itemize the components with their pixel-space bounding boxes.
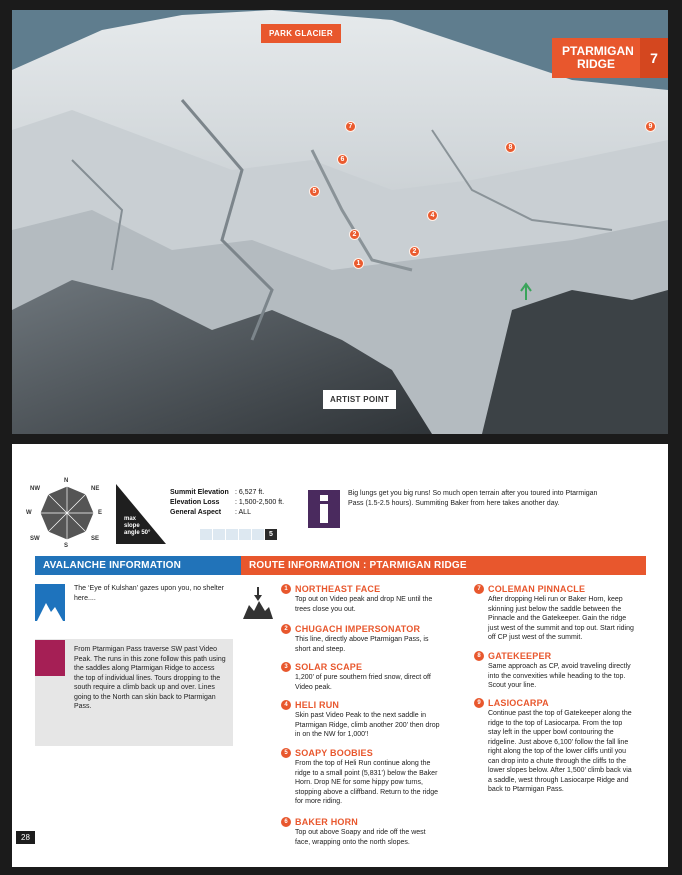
route-title: BAKER HORN bbox=[295, 817, 359, 827]
route-marker[interactable]: 7 bbox=[345, 121, 356, 132]
route-number: 8 bbox=[474, 651, 484, 661]
route-body: Skin past Video Peak to the next saddle in Ptarmigan Ridge, climb another 200’ then drop in on the NW for 1,000’! bbox=[295, 712, 440, 738]
compass-nw: NW bbox=[30, 486, 40, 492]
route-number: 1 bbox=[281, 584, 291, 594]
route-body: Continue past the top of Gatekeeper along the ridge to the top of Lasiocarpa. From the top stay left in the upper bowl contouring the ridgeline. Just above 6,100’ follow the fall line right along the top of the lower cliffs until you can drop into a chute through the cliffs to the lower slopes below. After 1,500’ climb back via a saddle, west through Lasiocarpe Ridge and back to Ptarmigan Pass. bbox=[488, 710, 632, 793]
compass-ne: NE bbox=[91, 486, 100, 492]
compass-n: N bbox=[64, 478, 69, 484]
route-marker[interactable]: 2 bbox=[409, 246, 420, 257]
route-number: 2 bbox=[281, 624, 291, 634]
aspect-compass bbox=[26, 478, 103, 549]
route-body: From the top of Heli Run continue along the ridge to a small point (5,831’) below the Baker Horn. Drop NE for some hippy pow turns, stopping above a cliffband. Return to the ridge for more riding. bbox=[295, 760, 439, 805]
description-swatch bbox=[35, 640, 65, 676]
route-item bbox=[474, 698, 634, 795]
zone-name: PTARMIGAN RIDGE bbox=[552, 38, 640, 78]
route-title: HELI RUN bbox=[295, 700, 340, 710]
stat-label: Elevation Loss bbox=[170, 499, 220, 506]
route-body: Top out above Soapy and ride off the west face, wrapping onto the north slopes. bbox=[295, 829, 426, 846]
route-body: After dropping Heli run or Baker Horn, keep skinning just below the saddle between the Pinnacle and the Gatekeeper. Gain the ridge just west of the summit and top out. Start riding off CP just west of the summit. bbox=[488, 596, 634, 641]
rating-cell bbox=[200, 529, 212, 540]
route-item bbox=[281, 700, 441, 740]
rating-cell bbox=[213, 529, 225, 540]
zone-stats bbox=[170, 488, 284, 518]
slope-angle-text: max slope angle 50° bbox=[124, 516, 151, 536]
route-number: 6 bbox=[281, 817, 291, 827]
avalanche-icon bbox=[35, 584, 65, 621]
route-marker[interactable]: 5 bbox=[309, 186, 320, 197]
stat-label: Summit Elevation bbox=[170, 489, 229, 496]
route-marker[interactable]: 1 bbox=[353, 258, 364, 269]
route-number: 9 bbox=[474, 698, 484, 708]
mountain-photo bbox=[12, 10, 668, 434]
zone-number: 7 bbox=[640, 38, 668, 78]
route-title: GATEKEEPER bbox=[488, 651, 552, 661]
compass-sw: SW bbox=[30, 536, 40, 542]
route-item bbox=[281, 662, 441, 692]
route-title: COLEMAN PINNACLE bbox=[488, 584, 586, 594]
route-marker[interactable]: 8 bbox=[505, 142, 516, 153]
route-title: SOLAR SCAPE bbox=[295, 662, 363, 672]
stat-value: : 1,500-2,500 ft. bbox=[235, 499, 285, 506]
route-item bbox=[474, 651, 634, 691]
stat-value: : ALL bbox=[235, 509, 251, 516]
route-title: CHUGACH IMPERSONATOR bbox=[295, 624, 421, 634]
compass-w: W bbox=[26, 510, 32, 516]
difficulty-rating bbox=[200, 529, 277, 540]
rating-cell bbox=[226, 529, 238, 540]
route-item bbox=[281, 624, 441, 654]
route-marker[interactable]: 9 bbox=[645, 121, 656, 132]
rating-cell bbox=[239, 529, 251, 540]
route-body: Top out on Video peak and drop NE until the trees close you out. bbox=[295, 596, 433, 613]
route-description: From Ptarmigan Pass traverse SW past Video Peak. The runs in this zone follow this path using the saddles along Ptarmigan Ridge to access the top of individual lines. Tours dropping to the south require a climb back up and over. Lines going to the North can skin back to Ptarmigan Pass. bbox=[74, 646, 226, 710]
stat-label: General Aspect bbox=[170, 509, 222, 516]
route-number: 3 bbox=[281, 662, 291, 672]
park-glacier-label: PARK GLACIER bbox=[261, 24, 341, 43]
route-body: Same approach as CP, avoid traveling directly into the convexities while heading to the top. Scout your line. bbox=[488, 663, 631, 689]
route-title: LASIOCARPA bbox=[488, 698, 549, 708]
skin-track-icon bbox=[243, 587, 273, 619]
route-item bbox=[281, 748, 441, 807]
rating-value: 5 bbox=[265, 529, 277, 540]
guide-page bbox=[12, 444, 668, 867]
route-number: 5 bbox=[281, 748, 291, 758]
route-header: ROUTE INFORMATION : PTARMIGAN RIDGE bbox=[241, 556, 646, 575]
route-title: NORTHEAST FACE bbox=[295, 584, 381, 594]
route-number: 4 bbox=[281, 700, 291, 710]
rating-cell bbox=[252, 529, 264, 540]
page-number: 28 bbox=[16, 831, 35, 844]
artist-point-label: ARTIST POINT bbox=[323, 390, 396, 409]
route-item bbox=[474, 584, 634, 643]
route-number: 7 bbox=[474, 584, 484, 594]
avalanche-text: The ‘Eye of Kulshan’ gazes upon you, no shelter here.... bbox=[74, 585, 224, 602]
route-body: This line, directly above Ptarmigan Pass, is short and steep. bbox=[295, 636, 429, 653]
route-marker[interactable]: 4 bbox=[427, 210, 438, 221]
route-marker[interactable]: 6 bbox=[337, 154, 348, 165]
route-item bbox=[281, 584, 441, 614]
info-icon bbox=[308, 490, 340, 528]
compass-se: SE bbox=[91, 536, 100, 542]
zone-badge bbox=[552, 38, 668, 78]
route-item bbox=[281, 817, 441, 847]
compass-s: S bbox=[64, 543, 69, 549]
route-marker[interactable]: 2 bbox=[349, 229, 360, 240]
route-body: 1,200’ of pure southern fried snow, direct off Video peak. bbox=[295, 674, 431, 691]
stat-value: : 6,527 ft. bbox=[235, 489, 265, 496]
info-text: Big lungs get you big runs! So much open terrain after you toured into Ptarmigan Pass (1.5-2.5 hours). Summiting Baker from here takes another day. bbox=[348, 490, 598, 507]
route-title: SOAPY BOOBIES bbox=[295, 748, 373, 758]
compass-e: E bbox=[98, 510, 103, 516]
avalanche-header: AVALANCHE INFORMATION bbox=[35, 556, 242, 575]
